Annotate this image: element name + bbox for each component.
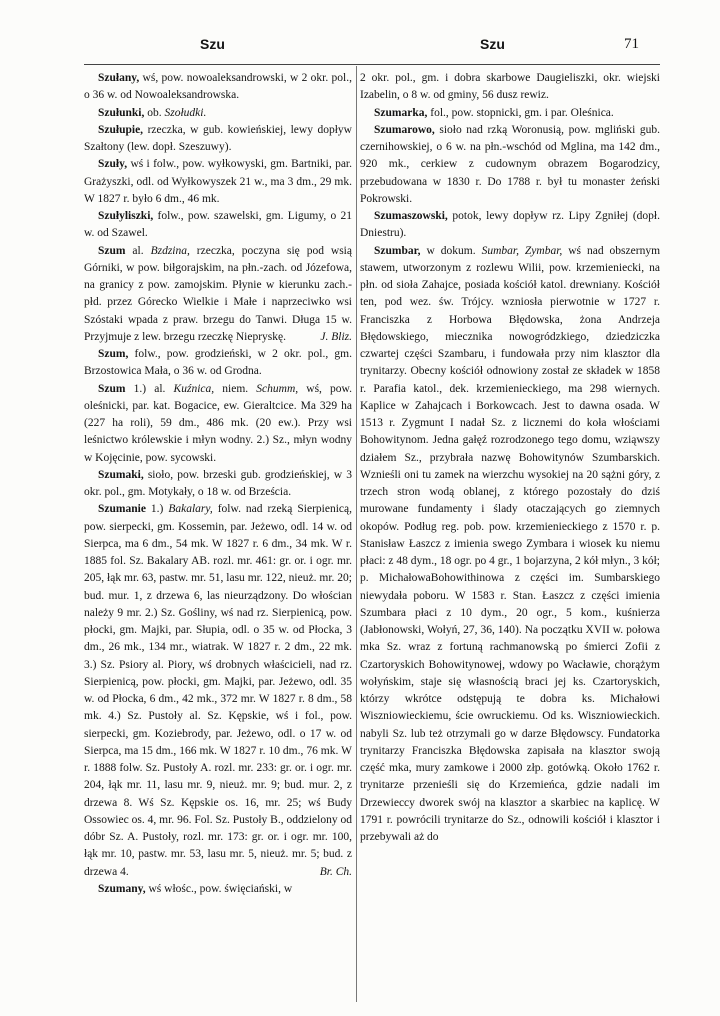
entry-headword: Szumarka, xyxy=(374,106,428,119)
entry-headword: Szumany, xyxy=(98,882,146,895)
page-number: 71 xyxy=(624,36,639,52)
entry-text: folw., pow. grodzieński, w 2 okr. pol., gm. Brzostowica Mała, o 36 w. od Grodna. xyxy=(84,348,352,378)
entry-headword: Szułyliszki, xyxy=(98,210,154,222)
entry-headword: Szuły, xyxy=(98,158,128,171)
dictionary-entry xyxy=(360,70,660,105)
entry-headword: Szumaki, xyxy=(98,468,144,481)
entry-variant-name: Schumm, xyxy=(256,382,299,395)
entry-text: wś nad obszernym stawem, utworzonym z rozlewu Wilii, pow. krzemieniecki, na płn. od sioła Zahajce, posiada kościół katol. drewniany. Kościół ten, pod wez. św. Trójcy. wzniosła pierwotnie w 1727 r. Franciszka z Horbowa Błędowska, żona Andrzeja Błędowskiego, miecznika nowogródzkiego, dziedziczka czwartej części Szambaru, i fundowała przy nim klasztor dla trynitarzy. Obecny kościół odnowiony został ze składek w 1858 r. Parafia katol., dek. krzemienieckiego, ma 298 wiernych. Kaplice w Zahajcach i Borkowcach. Jest to dawna osada. W 1513 r. Zygmunt I nadał Sz. z licznemi do koła włościami Bohowitynom. Jedna gałęź rozrodzonego tego domu, wziąwszy działem Sz., przybrała nazwę Bohowitynów Szumbarskich. Wznieśli oni tu zamek na wierzchu wysokiej na 20 sążni góry, z trzech stron wodą oblanej, z którego pozostały do dziś murowane fundamenty i ślady otaczających go ziemnych okopów. Podług reg. pob. pow. krzemienieckiego z 1570 r. p. Stanisław Łaszcz z imienia swego Zymbara i wiosek ku niemu płaci: z 48 dym., 18 ogr. po 4 gr., 1 bojarzyna, 2 kół młyn., 3 kół; p. MichałowaBohowithinowa z części im. Sumbarskiego niewydała poboru. W 1583 r. Stan. Łaszcz z części imienia Szumbara płaci z 10 dym., 20 ogr., 5 kom., kuśnierza (Jabłonowski, Wołyń, 27, 36, 140). Na początku XVII w. połowa mka Sz. wraz z fortuną rachmanowską po śmierci Zofii z Czartoryskich Bohowitynowej, wdowy po Wacławie, chorążym wołyńskim, staje się własnością braci jej ks. Czartoryskich, którzy wkrótce odstępują te dobra ks. Michałowi Wiszniowieckiemu, ście owruckiemu. Od ks. Wiszniowieckich. nabyli Sz. lub też otrzymali go w darze Błędowscy. Fundatorka trynitarzy Franciszka Błędowska zapisała na klasztor swoją część mka, mury zamkowe i 2000 złp. gotówką. Około 1762 r. trynitarze przenieśli się do Krzemieńca, gdzie nadali im Drzewieccy dworek swój na klasztor a skarbiec na kaplicę. W 1791 r. powrócili trynitarze do Sz., odnowili kościół i klasztor i przebywali aż do xyxy=(360,244,660,843)
right-column xyxy=(360,70,660,1000)
page-header xyxy=(0,36,720,58)
entry-text: folw. nad rzeką Sierpienicą, pow. sierpecki, gm. Kossemin, par. Jeżewo, odl. 14 w. od Sierpca, ma 6 dm., 54 mk. W 1827 r. 6 dm., 34 mk. W r. 1885 fol. Sz. Bakalary AB. rozl. mr. 461: gr. or. i ogr. mr. 205, łąk mr. 63, pastw. mr. 51, lasu mr. 122, nieuż. mr. 20; bud. mur. 1, z drzewa 6, las nieurządzony. Do włościan należy 9 mr. 2.) Sz. Gośliny, wś nad rz. Sierpienicą, pow. płocki, gm. Majki, par. Słupia, odl. o 35 w. od Płocka, 3 dm., 26 mk., 134 mr., wiatrak. W 1827 r. 2 dm., 22 mk. 3.) Sz. Psiory al. Piory, wś drobnych właścicieli, nad rz. Sierpienicą, pow. płocki, gm. Majki, par. Jeżewo, odl. 35 w. od Płocka, 6 dm., 42 mk., 372 mr. W 1827 r. 8 dm., 58 mk. 4.) Sz. Pustoły al. Sz. Kępskie, wś i fol., pow. sierpecki, gm. Koziebrody, par. Jeżewo, odl. o 17 w. od Sierpca, ma 15 dm., 166 mk. W 1827 r. 10 dm., 76 mk. W r. 1888 folw. Sz. Pustoły A. rozl. mr. 233: gr. or. i ogr. mr. 204, łąk mr. 11, lasu mr. 9, nieuż. mr. 9; bud. mur. 2, z drzewa 8. Wś Sz. Kępskie os. 16, mr. 25; wś Budy Ossowiec os. 4, mr. 96. Fol. Sz. Pustoły B., oddzielony od dóbr Sz. A. Pustoły, rozl. mr. 173: gr. or. i ogr. mr. 100, łąk mr. 10, pastw. mr. 53, lasu mr. 5, nieuż. mr. 5; bud. z drzewa 4. xyxy=(84,503,352,878)
entry-text: wś, pow. nowoaleksandrowski, w 2 okr. pol., o 36 w. od Nowoaleksandrowska. xyxy=(84,72,352,102)
entry-variant-name: Kuźnica, xyxy=(173,382,215,395)
entry-text: wś włośc., pow. święciański, w xyxy=(145,882,293,895)
entry-text: fol., pow. stopnicki, gm. i par. Oleśnica. xyxy=(427,106,614,119)
entry-headword: Szum xyxy=(98,244,126,257)
entry-text: sioło nad rzką Woronusią, pow. mgliński gub. czernihowskiej, o 6 w. na płn.-wschód od Mglina, ma 142 dm., 920 mk., cerkiew z cudownym obrazem Bogarodzicy, przebudowana w 1830 r. Do 1788 r. był tu monaster żeński Pokrowski. xyxy=(360,123,660,205)
entry-text: sioło, pow. brzeski gub. grodzieńskiej, w 3 okr. pol., gm. Motykały, o 18 w. od Brześcia. xyxy=(84,468,352,498)
running-head-right: Szu xyxy=(480,36,505,52)
header-rule xyxy=(84,64,660,65)
entry-variant-name: Bakalary, xyxy=(168,503,213,516)
entry-headword: Szumarowo, xyxy=(374,123,435,136)
dictionary-entry xyxy=(360,243,660,847)
entry-headword: Szum, xyxy=(98,348,129,360)
entry-text: 2 okr. pol., gm. i dobra skarbowe Daugieliszki, okr. wiejski Izabelin, o 8 w. od gminy, 56 dusz rewiz. xyxy=(360,72,660,102)
entry-text: wś i folw., pow. wyłkowyski, gm. Bartniki, par. Grażyszki, odl. od Wyłkowyszek 21 w., ma 3 dm., 29 mk. W 1827 r. było 6 dm., 46 mk. xyxy=(84,158,352,205)
entry-text: w dokum. xyxy=(420,244,482,257)
dictionary-entry xyxy=(84,208,352,243)
dictionary-entry xyxy=(84,70,352,105)
column-divider xyxy=(356,66,357,1002)
dictionary-entry xyxy=(84,156,352,208)
entry-text: al. xyxy=(125,244,151,257)
entry-headword: Szumanie xyxy=(98,503,146,516)
entry-text: rzeczka, w gub. kowieńskiej, lewy dopływ Szałtony (lew. dopł. Szeszuwy). xyxy=(84,123,352,153)
entry-headword: Szułunki, xyxy=(98,106,145,119)
dictionary-entry xyxy=(360,208,660,243)
entry-headword: Szum xyxy=(98,382,126,395)
dictionary-entry xyxy=(84,467,352,502)
entry-signature: J. Bliz. xyxy=(320,330,352,343)
entry-headword: Szumaszowski, xyxy=(374,210,448,222)
entry-headword: Szułupie, xyxy=(98,123,144,136)
dictionary-entry xyxy=(84,501,352,881)
entry-text: potok, lewy dopływ rz. Lipy Zgniłej (dopł. Dniestru). xyxy=(360,210,660,240)
running-head-left: Szu xyxy=(200,36,225,52)
entry-text: ob. xyxy=(144,106,165,119)
entry-crossref: Szołudki. xyxy=(164,106,207,119)
entry-text: wś, pow. oleśnicki, par. kat. Bogacice, ew. Gieraltcice. Ma 329 ha (227 ha roli), 59 dm., 486 mk. (20 ew.). Przy wsi leśnictwo królewskie i młyn wodny. 2.) Sz., młyn wodny w Kojęcinie, pow. sycowski. xyxy=(84,382,352,464)
entry-variant-name: Bzdzina, xyxy=(150,244,190,257)
entry-text: folw., pow. szawelski, gm. Ligumy, o 21 w. od Szawel. xyxy=(84,210,352,240)
entry-variant-name: Sumbar, Zymbar, xyxy=(481,244,563,257)
dictionary-entry xyxy=(84,105,352,122)
entry-headword: Szułany, xyxy=(98,72,140,84)
entry-text: 1.) al. xyxy=(125,382,174,395)
entry-headword: Szumbar, xyxy=(374,244,421,257)
dictionary-entry xyxy=(360,105,660,122)
entry-text: niem. xyxy=(214,382,257,395)
dictionary-entry xyxy=(84,381,352,467)
entry-text: rzeczka, poczyna się pod wsią Górniki, w pow. biłgorajskim, na płn.-zach. od Józefowa, na granicy z pow. zamojskim. Płynie w kierunku zach.-płd. przez Górecko Wielkie i Małe i naprzeciwko wsi Szóstaki wpada z praw. brzegu do Tanwi. Długa 15 w. Przyjmuje z lew. brzegu rzeczkę Niepryskę. xyxy=(84,244,352,343)
dictionary-entry xyxy=(84,243,352,347)
dictionary-entry xyxy=(360,122,660,208)
dictionary-entry xyxy=(84,122,352,157)
dictionary-entry xyxy=(84,346,352,381)
dictionary-entry xyxy=(84,881,352,898)
left-column xyxy=(84,70,352,1000)
entry-signature: Br. Ch. xyxy=(319,865,352,878)
entry-text: 1.) xyxy=(145,503,169,516)
